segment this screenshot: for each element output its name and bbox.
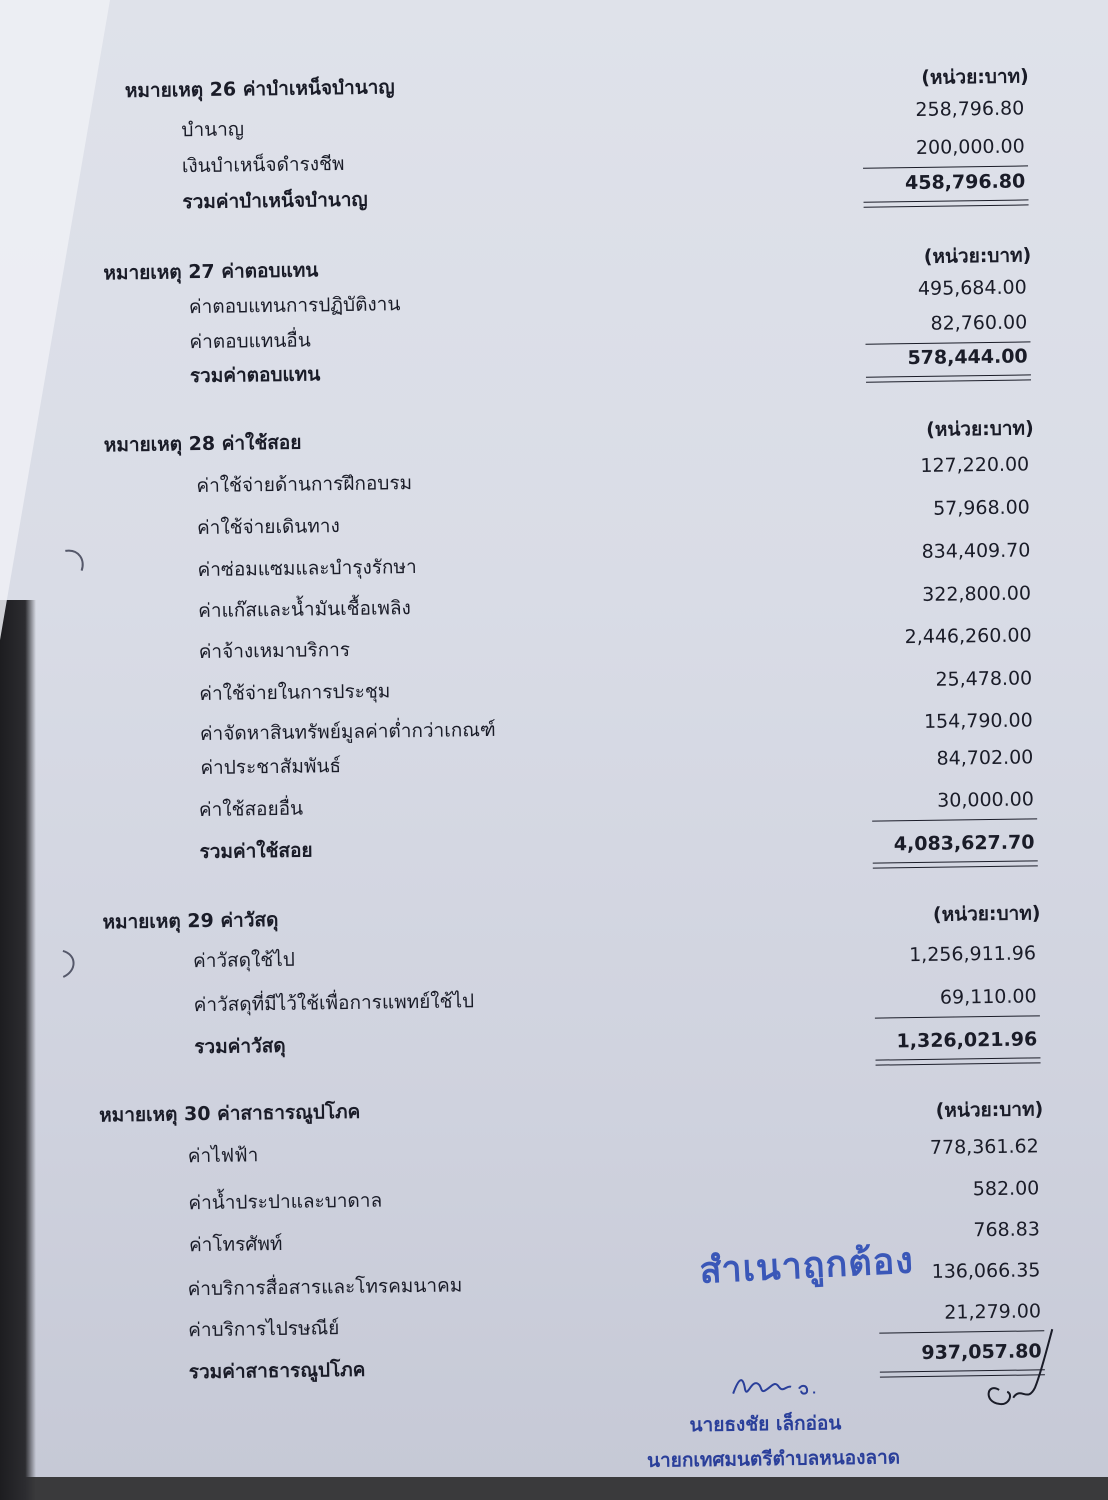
total-double-rule (875, 1057, 1040, 1065)
subtotal-rule (863, 165, 1028, 168)
note-28-item-label: ค่าใช้จ่ายด้านการฝึกอบรม (196, 472, 413, 498)
note-28-item-label: ค่าประชาสัมพันธ์ (200, 755, 342, 780)
note-30-item-label: ค่าบริการสื่อสารและโทรคมนาคม (187, 1274, 463, 1301)
note-30-item-label: ค่าบริการไปรษณีย์ (188, 1317, 340, 1342)
note-28-item-amount: 127,220.00 (920, 453, 1030, 477)
note-28-item-amount: 154,790.00 (923, 709, 1033, 733)
note-27-item-amount: 82,760.00 (930, 311, 1028, 335)
note-27-item-label: ค่าตอบแทนอื่น (189, 329, 311, 354)
note-29-item-amount: 1,256,911.96 (908, 942, 1037, 967)
note-29-item-label: ค่าวัสดุใช้ไป (192, 948, 295, 973)
note-28-item-amount: 25,478.00 (935, 667, 1033, 691)
note-26-item-label: เงินบำเหน็จดำรงชีพ (181, 152, 345, 178)
note-27-total-label: รวมค่าตอบแทน (189, 363, 321, 388)
note-30-item-amount: 768.83 (973, 1218, 1041, 1242)
note-26-item-amount: 258,796.80 (915, 97, 1025, 121)
note-30-item-label: ค่าน้ำประปาและบาดาล (188, 1189, 383, 1215)
note-30-total-label: รวมค่าสาธารณูปโภค (188, 1358, 366, 1384)
note-30-item-amount: 136,066.35 (931, 1259, 1041, 1283)
note-26-item-label: บำนาญ (181, 118, 245, 142)
note-29-unit: (หน่วย:บาท) (932, 902, 1041, 926)
signer-title: นายกเทศมนตรีตำบลหนองลาด (646, 1446, 901, 1472)
note-28-item-amount: 2,446,260.00 (904, 624, 1032, 649)
initial-signature (968, 1323, 1059, 1414)
note-28-item-label: ค่าจ้างเหมาบริการ (198, 638, 351, 664)
subtotal-rule (875, 1015, 1040, 1018)
note-29-item-amount: 69,110.00 (939, 985, 1037, 1009)
note-28-unit: (หน่วย:บาท) (926, 417, 1034, 441)
note-27-total-amount: 578,444.00 (907, 345, 1028, 370)
note-28-item-label: ค่าแก๊สและน้ำมันเชื้อเพลิง (198, 597, 412, 623)
note-29-total-label: รวมค่าวัสดุ (194, 1034, 286, 1059)
note-26-total-label: รวมค่าบำเหน็จบำนาญ (182, 188, 368, 214)
note-26-item-amount: 200,000.00 (915, 135, 1025, 159)
note-30-item-label: ค่าไฟฟ้า (187, 1144, 259, 1168)
handwritten-signature (729, 1366, 819, 1403)
note-28-heading: หมายเหตุ 28 ค่าใช้สอย (103, 431, 302, 457)
subtotal-rule (865, 341, 1030, 344)
punch-hole-mark (59, 547, 89, 577)
note-26-total-amount: 458,796.80 (904, 170, 1026, 195)
note-28-item-amount: 834,409.70 (921, 539, 1031, 563)
note-29-heading: หมายเหตุ 29 ค่าวัสดุ (102, 908, 279, 934)
certified-copy-stamp: สำเนาถูกต้อง (698, 1240, 915, 1292)
note-27-item-amount: 495,684.00 (917, 276, 1027, 300)
note-30-item-amount: 582.00 (972, 1177, 1040, 1201)
note-28-item-amount: 57,968.00 (932, 496, 1030, 520)
note-28-total-label: รวมค่าใช้สอย (199, 839, 313, 864)
note-28-total-amount: 4,083,627.70 (893, 831, 1035, 856)
note-28-item-amount: 84,702.00 (936, 746, 1034, 770)
note-30-heading: หมายเหตุ 30 ค่าสาธารณูปโภค (99, 1100, 361, 1127)
note-28-item-label: ค่าใช้จ่ายในการประชุม (199, 680, 391, 706)
signer-name: นายธงชัย เล็กอ่อน (689, 1412, 842, 1437)
total-double-rule (864, 199, 1029, 207)
note-28-item-amount: 322,800.00 (922, 582, 1032, 606)
note-27-item-label: ค่าตอบแทนการปฏิบัติงาน (188, 293, 401, 319)
note-30-item-label: ค่าโทรศัพท์ (188, 1232, 283, 1257)
note-28-item-label: ค่าใช้สอยอื่น (198, 797, 304, 822)
note-28-item-label: ค่าใช้จ่ายเดินทาง (196, 515, 340, 540)
note-26-heading: หมายเหตุ 26 ค่าบำเหน็จบำนาญ (124, 76, 395, 103)
note-30-total-amount: 937,057.80 (921, 1340, 1042, 1365)
note-26-unit: (หน่วย:บาท) (921, 65, 1029, 89)
note-28-item-label: ค่าซ่อมแซมและบำรุงรักษา (197, 555, 417, 582)
total-double-rule (866, 374, 1031, 382)
note-30-unit: (หน่วย:บาท) (935, 1098, 1044, 1122)
note-27-unit: (หน่วย:บาท) (923, 244, 1032, 268)
note-30-item-amount: 778,361.62 (929, 1135, 1039, 1159)
note-29-item-label: ค่าวัสดุที่มีไว้ใช้เพื่อการแพทย์ใช้ไป (193, 990, 475, 1017)
note-29-total-amount: 1,326,021.96 (896, 1028, 1038, 1053)
note-27-heading: หมายเหตุ 27 ค่าตอบแทน (103, 259, 319, 285)
note-28-item-label: ค่าจัดหาสินทรัพย์มูลค่าต่ำกว่าเกณฑ์ (199, 718, 496, 746)
note-28-item-amount: 30,000.00 (937, 788, 1035, 812)
punch-hole-mark (55, 947, 85, 981)
subtotal-rule (872, 818, 1037, 821)
total-double-rule (873, 860, 1038, 868)
note-30-item-amount: 21,279.00 (944, 1300, 1042, 1324)
